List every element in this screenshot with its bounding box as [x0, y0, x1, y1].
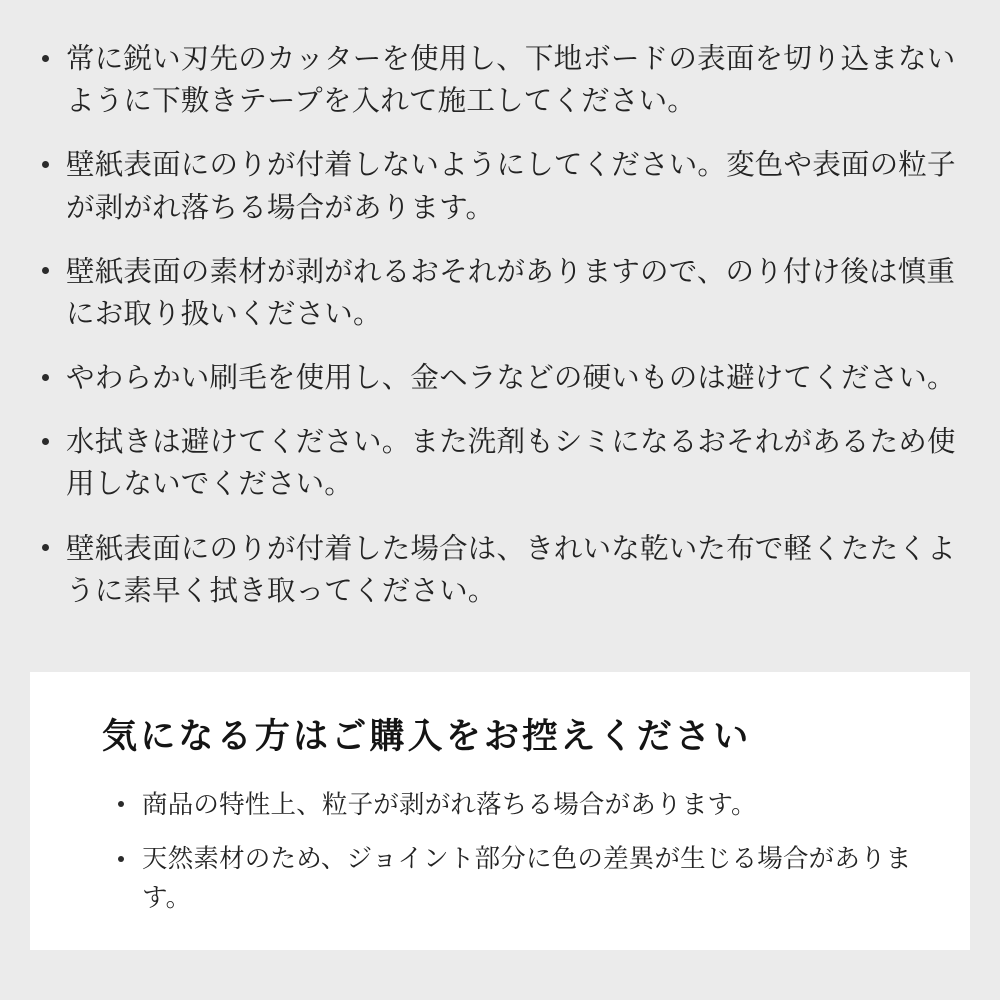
list-item [34, 528, 970, 612]
list-item-text: 水拭きは避けてください。また洗剤もシミになるおそれがあるため使用しないでください。 [66, 426, 956, 501]
warning-callout-card [30, 672, 970, 950]
list-item [34, 421, 970, 505]
list-item-text: やわらかい刷毛を使用し、金ヘラなどの硬いものは避けてください。 [66, 362, 956, 395]
list-item [34, 144, 970, 228]
list-item [34, 251, 970, 335]
list-item-text: 壁紙表面の素材が剥がれるおそれがありますので、のり付け後は慎重にお取り扱いください。 [66, 255, 956, 330]
bullet-icon [42, 55, 49, 62]
callout-list [102, 786, 926, 918]
callout-title: 気になる方はご購入をお控えください [102, 717, 752, 756]
bullet-icon [118, 801, 124, 807]
bullet-icon [42, 438, 49, 445]
list-item-text: 壁紙表面にのりが付着した場合は、きれいな乾いた布で軽くたたくように素早く拭き取ってください。 [66, 532, 956, 607]
bullet-icon [42, 374, 49, 381]
list-item-text: 壁紙表面にのりが付着しないようにしてください。変色や表面の粒子が剥がれ落ちる場合があります。 [66, 149, 956, 224]
bullet-icon [118, 856, 124, 862]
list-item-text: 商品の特性上、粒子が剥がれ落ちる場合があります。 [142, 790, 757, 819]
list-item-text: 常に鋭い刃先のカッターを使用し、下地ボードの表面を切り込まないように下敷きテープを入れて施工してください。 [66, 43, 956, 118]
bullet-icon [42, 267, 49, 274]
bullet-icon [42, 161, 49, 168]
bullet-icon [42, 544, 49, 551]
list-item-text: 天然素材のため、ジョイント部分に色の差異が生じる場合があります。 [142, 845, 912, 912]
list-item [112, 786, 926, 825]
list-item [34, 357, 970, 399]
list-item [112, 840, 926, 918]
list-item [34, 38, 970, 122]
